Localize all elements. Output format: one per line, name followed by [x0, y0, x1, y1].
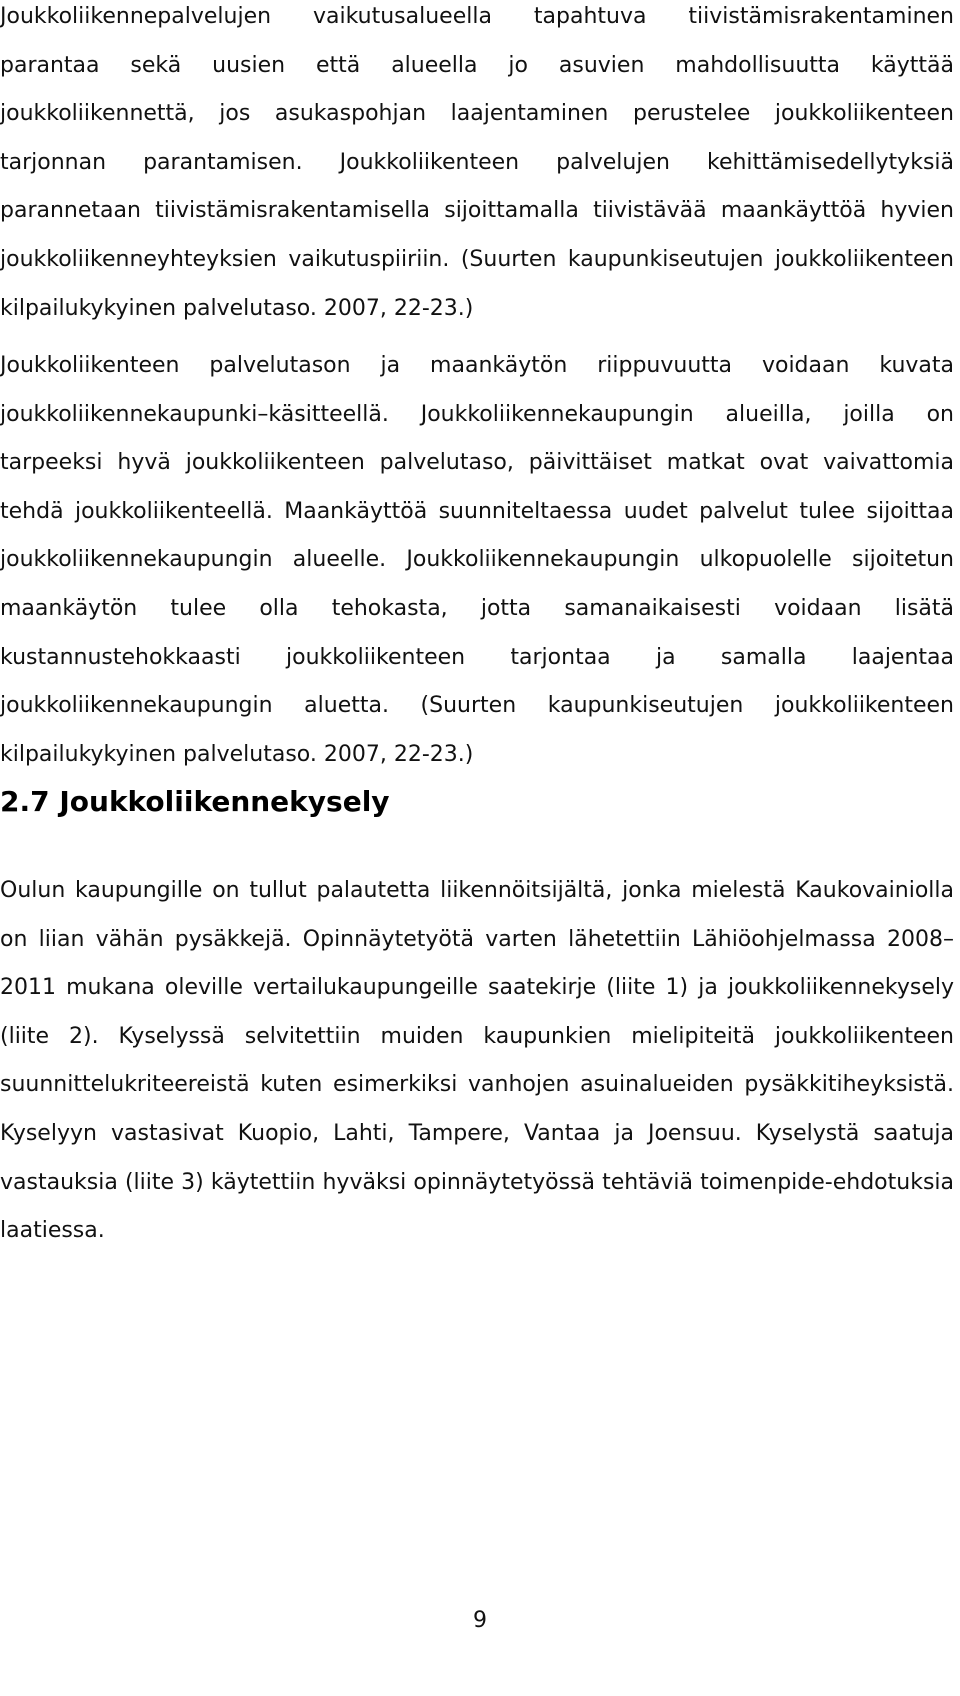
- body-paragraph-1: Joukkoliikennepalvelujen vaikutusalueella tapahtuva tiivistämisrakentaminen parantaa sekä uusien että alueella jo asuvien mahdollisuutta käyttää joukkoliikennettä, jos asukaspohjan laajentaminen perustelee joukkoliikenteen tarjonnan parantamisen. Joukkoliikenteen palvelujen kehittämisedellytyksiä parannetaan tiivistämisrakentamisella sijoittamalla tiivistävää maankäyttöä hyvien joukkoliikenneyhteyksien vaikutuspiiriin. (Suurten kaupunkiseutujen joukkoliikenteen kilpailukykyinen palvelutaso. 2007, 22-23.): [0, 4, 954, 321]
- section-heading: 2.7 Joukkoliikennekysely: [0, 785, 390, 818]
- section-paragraph: Oulun kaupungille on tullut palautetta liikennöitsijältä, jonka mielestä Kaukovainiolla on liian vähän pysäkkejä. Opinnäytetyötä varten lähetettiin Lähiöohjelmassa 2008–2011 mukana oleville vertailukaupungeille saatekirje (liite 1) ja joukkoliikennekysely (liite 2). Kyselyssä selvitettiin muiden kaupunkien mielipiteitä joukkoliikenteen suunnittelukriteereistä kuten esimerkiksi vanhojen asuinalueiden pysäkkitiheyksistä. Kyselyyn vastasivat Kuopio, Lahti, Tampere, Vantaa ja Joensuu. Kyselystä saatuja vastauksia (liite 3) käytettiin hyväksi opinnäytetyössä tehtäviä toimenpide-ehdotuksia laatiessa.: [0, 878, 954, 1244]
- page-number: 9: [473, 1608, 487, 1633]
- body-paragraph-2: Joukkoliikenteen palvelutason ja maankäytön riippuvuutta voidaan kuvata joukkoliikennekaupunki–käsitteellä. Joukkoliikennekaupungin alueilla, joilla on tarpeeksi hyvä joukkoliikenteen palvelutaso, päivittäiset matkat ovat vaivattomia tehdä joukkoliikenteellä. Maankäyttöä suunniteltaessa uudet palvelut tulee sijoittaa joukkoliikennekaupungin alueelle. Joukkoliikennekaupungin ulkopuolelle sijoitetun maankäytön tulee olla tehokasta, jotta samanaikaisesti voidaan lisätä kustannustehokkaasti joukkoliikenteen tarjontaa ja samalla laajentaa joukkoliikennekaupungin aluetta. (Suurten kaupunkiseutujen joukkoliikenteen kilpailukykyinen palvelutaso. 2007, 22-23.): [0, 353, 954, 767]
